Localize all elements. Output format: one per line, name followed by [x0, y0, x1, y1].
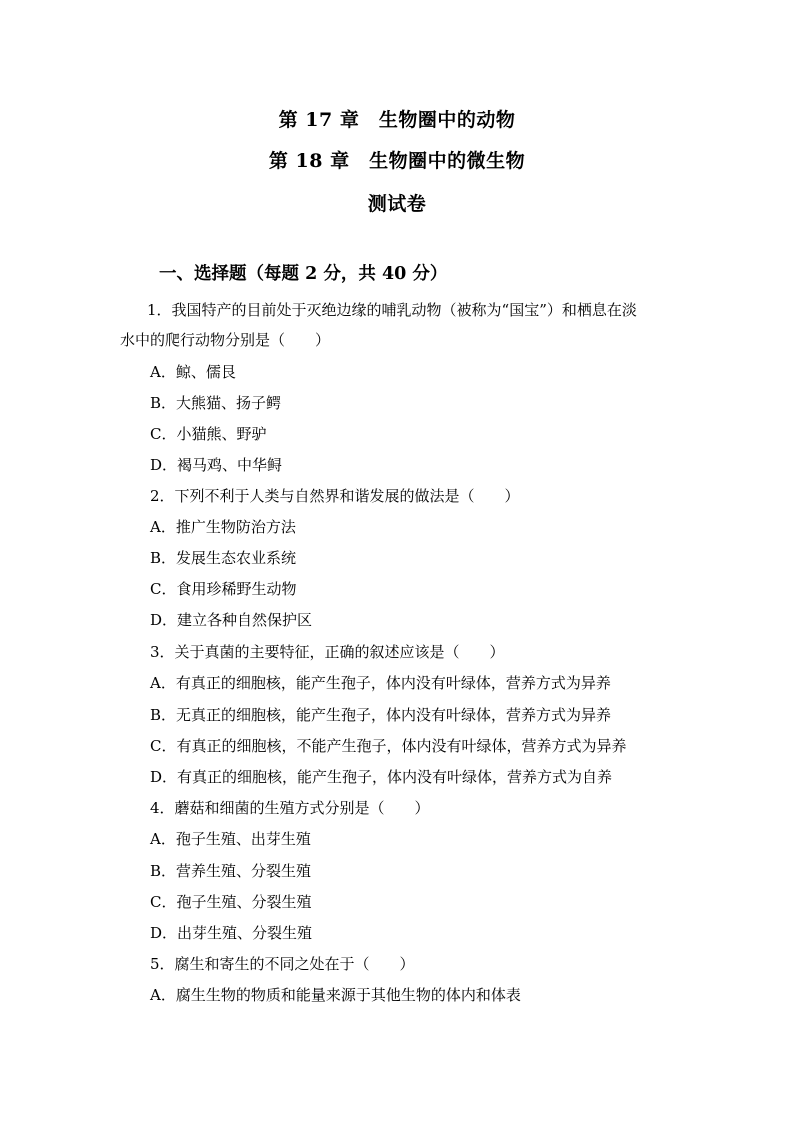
q4-option-b: B．营养生殖、分裂生殖: [150, 862, 312, 880]
q3-option-d: D．有真正的细胞核，能产生孢子，体内没有叶绿体，营养方式为自养: [150, 768, 613, 786]
q4-option-c: C．孢子生殖、分裂生殖: [150, 893, 312, 911]
chapter-18-title: 第 18 章 生物圈中的微生物: [268, 150, 526, 172]
q3-option-b: B．无真正的细胞核，能产生孢子，体内没有叶绿体，营养方式为异养: [150, 706, 612, 724]
q1-option-a: A．鲸、儒艮: [150, 363, 236, 381]
question-1-line-1: 1．我国特产的目前处于灭绝边缘的哺乳动物（被称为“国宝”）和栖息在淡: [147, 301, 637, 319]
q1-option-b: B．大熊猫、扬子鳄: [150, 394, 282, 412]
question-1-line-2: 水中的爬行动物分别是（ ）: [120, 331, 331, 349]
q3-option-c: C．有真正的细胞核，不能产生孢子，体内没有叶绿体，营养方式为异养: [150, 737, 627, 755]
q1-option-d: D．褐马鸡、中华鲟: [150, 456, 283, 474]
q2-option-d: D．建立各种自然保护区: [150, 611, 313, 629]
chapter-17-title: 第 17 章 生物圈中的动物: [278, 109, 516, 131]
question-4: 4．蘑菇和细菌的生殖方式分别是（ ）: [150, 799, 430, 817]
test-paper-title: 测试卷: [367, 193, 427, 215]
q2-option-c: C．食用珍稀野生动物: [150, 580, 297, 598]
q5-option-a: A．腐生生物的物质和能量来源于其他生物的体内和体表: [150, 986, 521, 1004]
q2-option-a: A．推广生物防治方法: [150, 518, 296, 536]
question-2: 2．下列不利于人类与自然界和谐发展的做法是（ ）: [150, 487, 520, 505]
question-3: 3．关于真菌的主要特征，正确的叙述应该是（ ）: [150, 643, 505, 661]
q2-option-b: B．发展生态农业系统: [150, 549, 297, 567]
section-heading-multiple-choice: 一、选择题（每题 2 分，共 40 分）: [159, 264, 448, 284]
question-5: 5．腐生和寄生的不同之处在于（ ）: [150, 955, 415, 973]
q4-option-a: A．孢子生殖、出芽生殖: [150, 830, 311, 848]
q1-option-c: C．小猫熊、野驴: [150, 425, 267, 443]
q3-option-a: A．有真正的细胞核，能产生孢子，体内没有叶绿体，营养方式为异养: [150, 674, 611, 692]
q4-option-d: D．出芽生殖、分裂生殖: [150, 924, 313, 942]
